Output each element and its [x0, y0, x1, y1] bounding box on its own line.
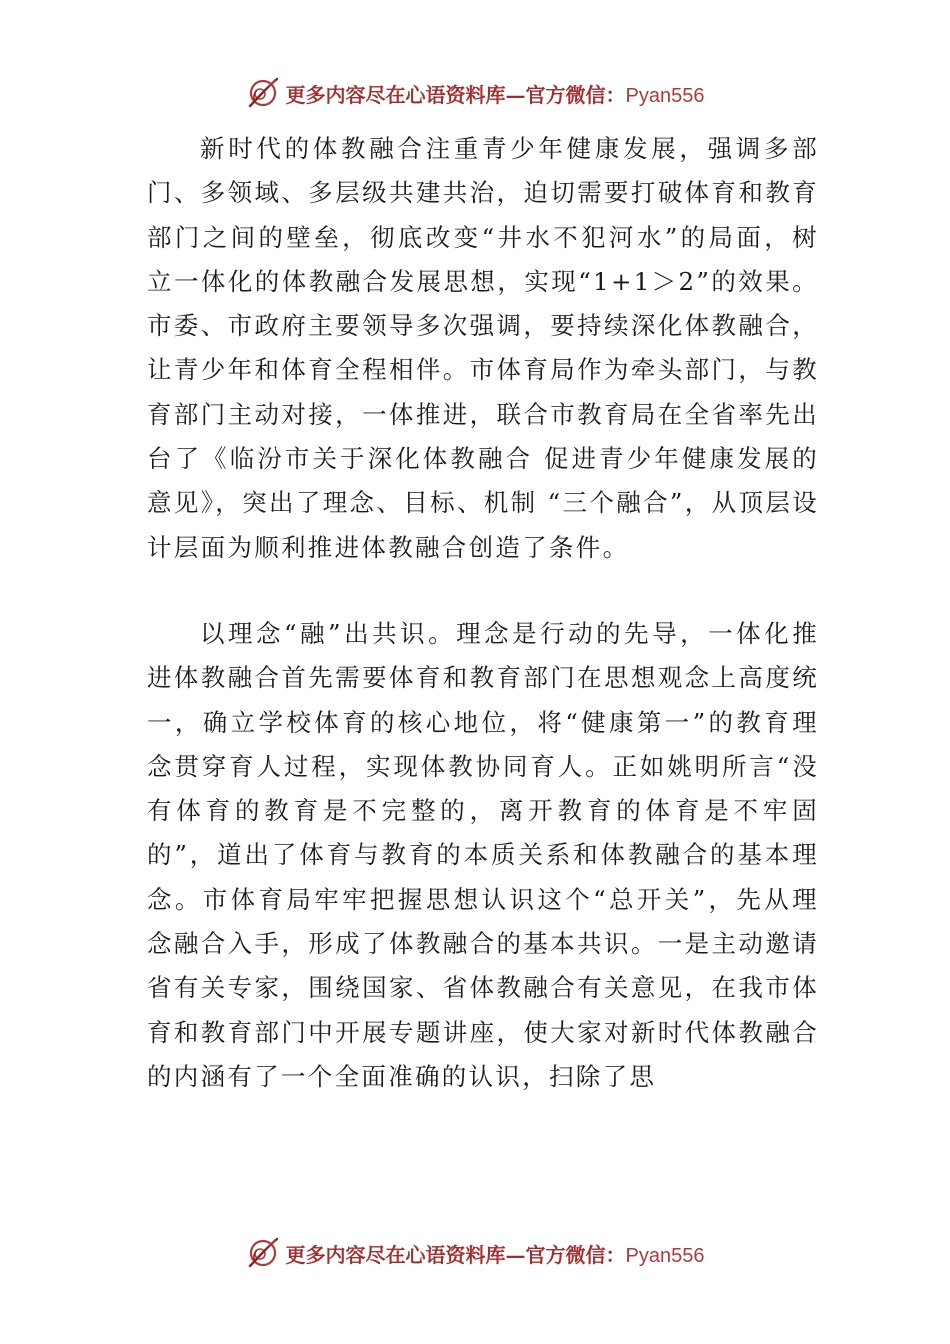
watermark-handle: Pyan556	[625, 1244, 705, 1267]
watermark-footer	[0, 1233, 950, 1273]
watermark-header	[0, 73, 950, 113]
paragraph-1: 新时代的体教融合注重青少年健康发展，强调多部门、多领域、多层级共建共治，迫切需要打破体育和教育部门之间的壁垒，彻底改变“井水不犯河水”的局面，树立一体化的体教融合发展思想，实现“1+1＞2”的效果。市委、市政府主要领导多次强调，要持续深化体教融合，让青少年和体育全程相伴。市体育局作为牵头部门，与教育部门主动对接，一体推进，联合市教育局在全省率先出台了《临汾市关于深化体教融合 促进青少年健康发展的意见》，突出了理念、目标、机制 “三个融合”，从顶层设计层面为顺利推进体教融合创造了条件。	[147, 134, 819, 562]
paragraph-2: 以理念“融”出共识。理念是行动的先导，一体化推进体教融合首先需要体育和教育部门在思想观念上高度统一，确立学校体育的核心地位，将“健康第一”的教育理念贯穿育人过程，实现体教协同育人。正如姚明所言“没有体育的教育是不完整的，离开教育的体育是不牢固的”，道出了体育与教育的本质关系和体教融合的基本理念。市体育局牢牢把握思想认识这个“总开关”，先从理念融合入手，形成了体教融合的基本共识。一是主动邀请省有关专家，围绕国家、省体教融合有关意见，在我市体育和教育部门中开展专题讲座，使大家对新时代体教融合的内涵有了一个全面准确的认识，扫除了思	[147, 618, 819, 1091]
watermark-text: 更多内容尽在心语资料库—官方微信：Pyan556	[285, 1242, 705, 1267]
feather-logo-icon	[246, 1236, 280, 1270]
watermark-text: 更多内容尽在心语资料库—官方微信：Pyan556	[285, 82, 705, 107]
feather-logo-icon	[246, 76, 280, 110]
document-body	[147, 127, 819, 1099]
watermark-handle: Pyan556	[625, 84, 705, 107]
